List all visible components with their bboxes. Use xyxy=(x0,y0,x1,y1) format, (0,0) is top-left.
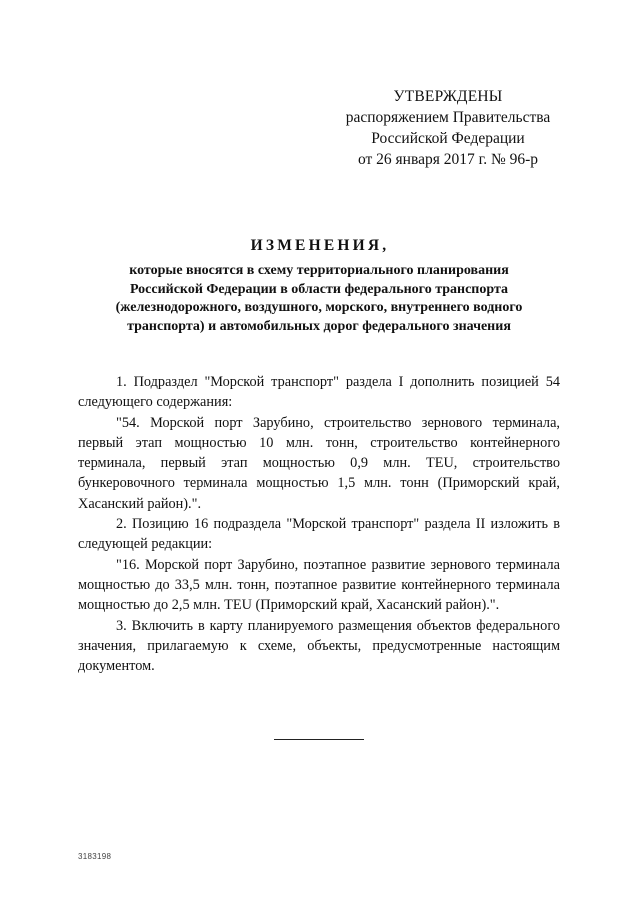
paragraph-4: "16. Морской порт Зарубино, поэтапное развитие зернового терминала мощностью до 33,5 млн. тонн, поэтапное развитие контейнерного терминала мощностью до 2,5 млн. TEU (Приморский край, Хасанский район).". xyxy=(78,556,560,614)
paragraph-2: "54. Морской порт Зарубино, строительство зернового терминала, первый этап мощностью 10 млн. тонн, строительство контейнерного терминала, первый этап мощностью 0,9 млн. TEU, строительство бункеровочного терминала мощностью 1,5 млн. тонн (Приморский край, Хасанский район).". xyxy=(78,414,560,512)
subtitle-line-2: Российской Федерации в области федерального транспорта xyxy=(129,281,509,297)
paragraph-3: 2. Позицию 16 подраздела "Морской транспорт" раздела II изложить в следующей редакции: xyxy=(78,516,560,553)
document-number: 3183198 xyxy=(78,852,112,861)
approval-date-number: от 26 января 2017 г. № 96-р xyxy=(357,151,539,168)
subtitle-line-3: (железнодорожного, воздушного, морского, внутреннего водного xyxy=(115,300,523,316)
paragraph-5: 3. Включить в карту планируемого размещения объектов федерального значения, прилагаемую к схеме, объекты, предусмотренные настоящим документом. xyxy=(78,617,560,675)
document-title: ИЗМЕНЕНИЯ, xyxy=(250,237,390,254)
approval-authority: распоряжением Правительства xyxy=(345,109,551,126)
end-separator-line xyxy=(274,739,364,740)
approval-block xyxy=(330,86,566,170)
subtitle-line-1: которые вносятся в схему территориального планирования xyxy=(129,263,509,278)
document-body xyxy=(78,372,560,676)
approval-heading: УТВЕРЖДЕНЫ xyxy=(393,88,503,105)
paragraph-1: 1. Подраздел "Морской транспорт" раздела I дополнить позицией 54 следующего содержания: xyxy=(78,374,560,411)
subtitle-line-4: транспорта) и автомобильных дорог федерального значения xyxy=(127,318,511,334)
document-subtitle xyxy=(78,262,560,336)
approval-country: Российской Федерации xyxy=(371,130,525,147)
